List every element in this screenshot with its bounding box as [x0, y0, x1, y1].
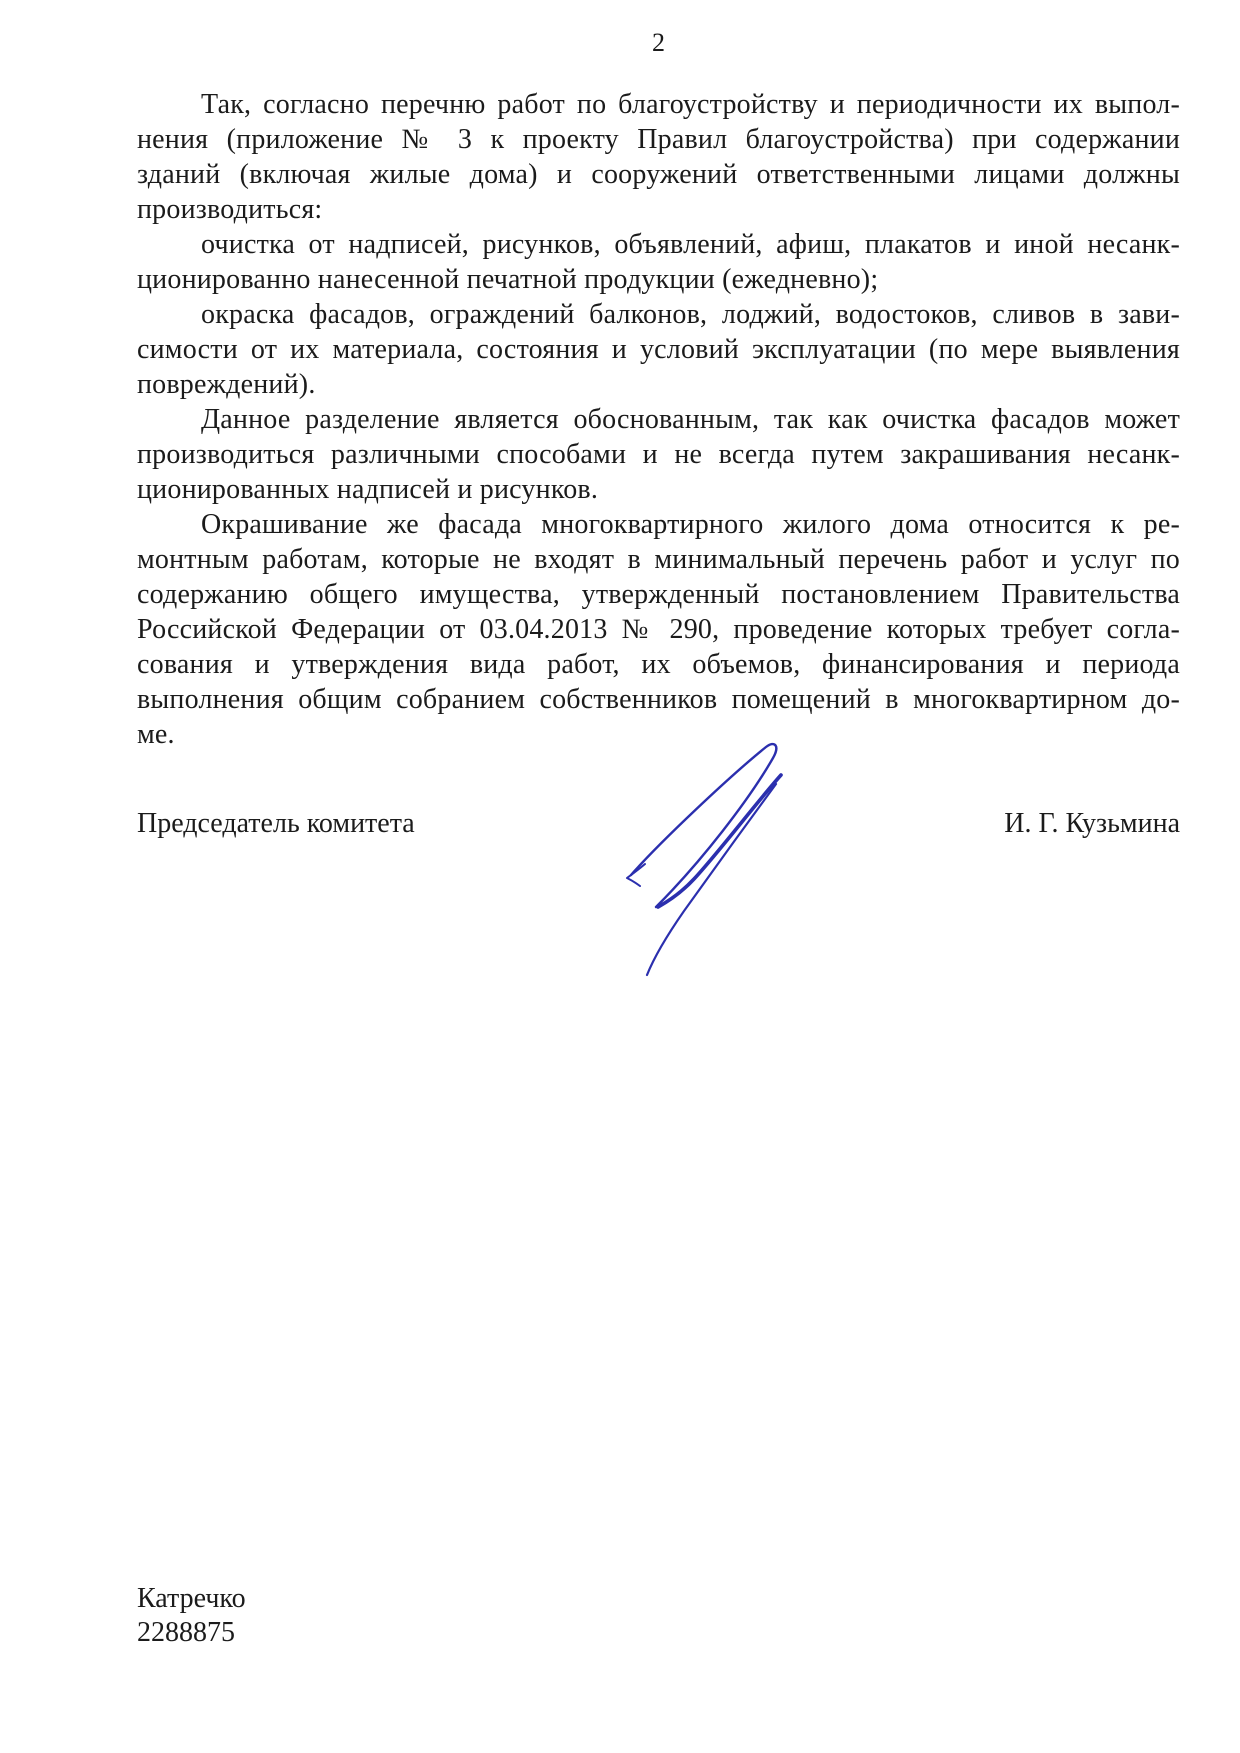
- body-paragraph: [137, 507, 1180, 752]
- executor-phone: 2288875: [137, 1617, 235, 1648]
- body-paragraph: [137, 402, 1180, 507]
- paragraph-line: выполнения общим собранием собственников помещений в многоквартирном до-: [137, 684, 1180, 715]
- handwritten-signature-icon: [598, 726, 818, 996]
- paragraph-line: производиться различными способами и не всегда путем закрашивания несанк-: [137, 439, 1180, 470]
- paragraph-line: Российской Федерации от 03.04.2013 № 290, проведение которых требует согла-: [137, 614, 1180, 645]
- page-number: 2: [652, 28, 665, 57]
- executor-footer: [137, 1582, 246, 1650]
- paragraph-line: зданий (включая жилые дома) и сооружений ответственными лицами должны: [137, 159, 1180, 190]
- paragraph-line: Данное разделение является обоснованным, так как очистка фасадов может: [201, 404, 1180, 435]
- paragraph-line: нения (приложение № 3 к проекту Правил благоустройства) при содержании: [137, 124, 1180, 155]
- paragraph-line: ме.: [137, 719, 175, 750]
- signature-title: Председатель комитета: [137, 808, 415, 839]
- paragraph-line: симости от их материала, состояния и условий эксплуатации (по мере выявления: [137, 334, 1180, 365]
- paragraph-line: ционированных надписей и рисунков.: [137, 474, 599, 505]
- paragraph-line: монтным работам, которые не входят в минимальный перечень работ и услуг по: [137, 544, 1180, 575]
- document-body: [137, 87, 1180, 752]
- body-paragraph: [137, 297, 1180, 402]
- body-paragraph: [137, 227, 1180, 297]
- paragraph-line: сования и утверждения вида работ, их объемов, финансирования и периода: [137, 649, 1180, 680]
- paragraph-line: Так, согласно перечню работ по благоустройству и периодичности их выпол-: [201, 89, 1180, 120]
- paragraph-line: повреждений).: [137, 369, 316, 400]
- paragraph-line: ционированно нанесенной печатной продукции (ежедневно);: [137, 264, 879, 295]
- paragraph-line: Окрашивание же фасада многоквартирного жилого дома относится к ре-: [201, 509, 1180, 540]
- executor-name: Катречко: [137, 1583, 246, 1614]
- body-paragraph: [137, 87, 1180, 227]
- paragraph-line: содержанию общего имущества, утвержденный постановлением Правительства: [137, 579, 1180, 610]
- signature-name: И. Г. Кузьмина: [1004, 808, 1180, 839]
- paragraph-line: окраска фасадов, ограждений балконов, лоджий, водостоков, сливов в зави-: [201, 299, 1180, 330]
- signature-block: [137, 806, 1180, 841]
- paragraph-line: очистка от надписей, рисунков, объявлений, афиш, плакатов и иной несанк-: [201, 229, 1180, 260]
- paragraph-line: производиться:: [137, 194, 323, 225]
